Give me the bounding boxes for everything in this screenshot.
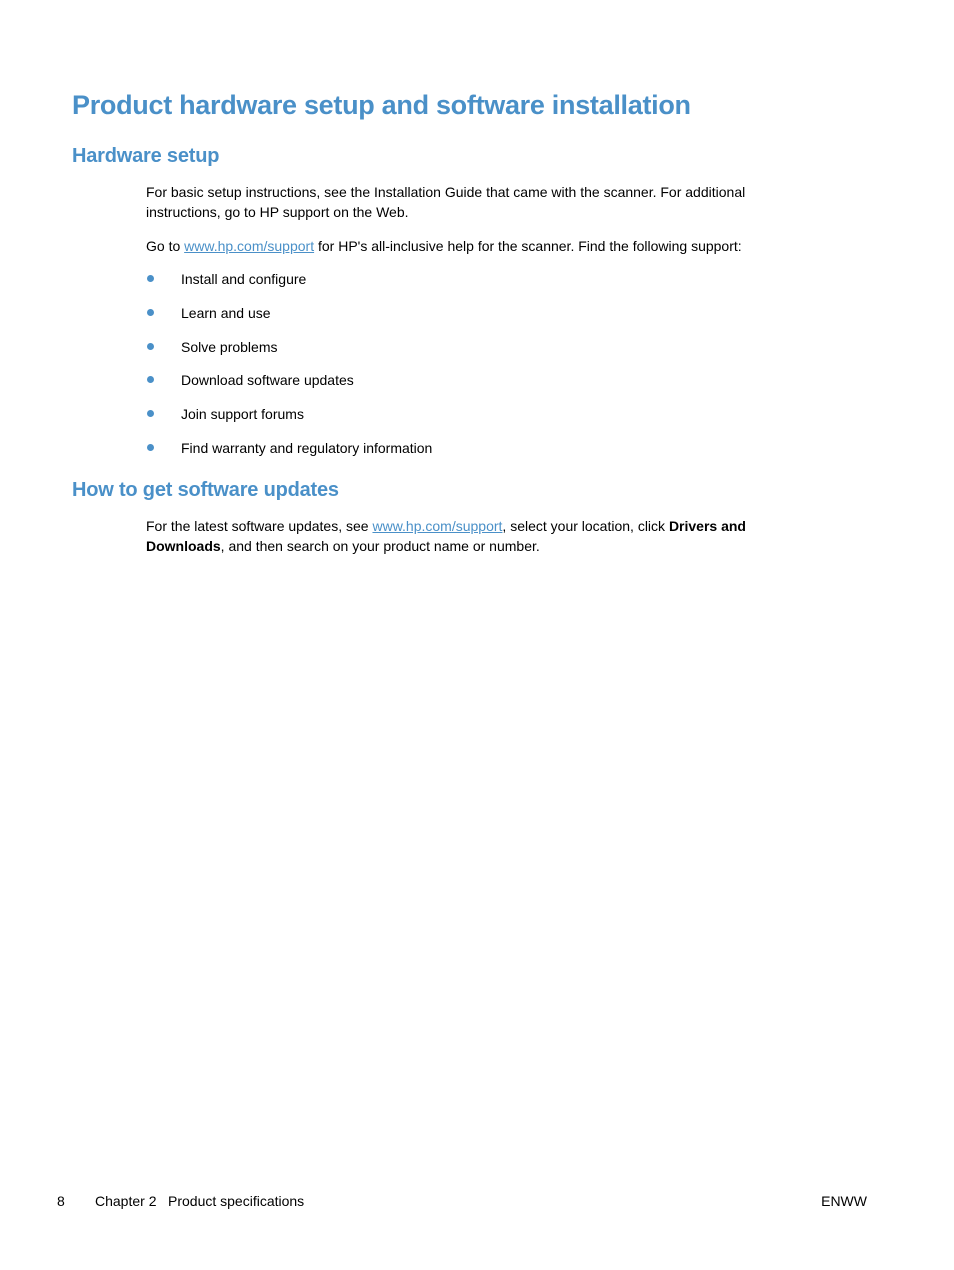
bullet-icon <box>147 343 154 350</box>
page-number: 8 <box>57 1193 65 1209</box>
list-item-label: Learn and use <box>181 304 271 321</box>
list-item-label: Download software updates <box>181 372 354 389</box>
bullet-icon <box>147 309 154 316</box>
hp-support-link[interactable]: www.hp.com/support <box>372 518 503 534</box>
footer-chapter-title: Product specifications <box>168 1193 305 1209</box>
software-updates-heading: How to get software updates <box>72 479 339 501</box>
hardware-setup-heading: Hardware setup <box>72 145 220 167</box>
bullet-icon <box>147 376 154 383</box>
list-item-label: Find warranty and regulatory information <box>181 439 433 456</box>
footer-chapter: Chapter 2 <box>95 1193 157 1209</box>
software-updates-paragraph <box>146 517 806 556</box>
software-updates-prefix-text: For the latest software updates, see <box>146 518 369 534</box>
hardware-setup-goto-paragraph <box>146 237 806 257</box>
software-updates-middle-text: , select your location, click <box>502 518 666 534</box>
goto-prefix-text: Go to <box>146 238 181 254</box>
hp-support-link[interactable]: www.hp.com/support <box>184 238 315 254</box>
list-item-label: Install and configure <box>181 271 307 287</box>
list-item-label: Join support forums <box>181 406 304 423</box>
software-updates-suffix-text: , and then search on your product name or number. <box>220 537 540 554</box>
goto-suffix-text: for HP's all-inclusive help for the scanner. Find the following support: <box>317 238 742 254</box>
footer-locale-code: ENWW <box>821 1193 867 1209</box>
bullet-icon <box>147 275 154 282</box>
list-item-label: Solve problems <box>181 338 278 355</box>
bullet-icon <box>147 444 154 451</box>
hardware-setup-intro: For basic setup instructions, see the Installation Guide that came with the scanner. For additional instructions, go to HP support on the Web. <box>146 184 746 220</box>
page-title: Product hardware setup and software installation <box>72 90 691 120</box>
drivers-and-downloads-label: Drivers and Downloads <box>146 518 746 554</box>
bullet-icon <box>147 410 154 417</box>
